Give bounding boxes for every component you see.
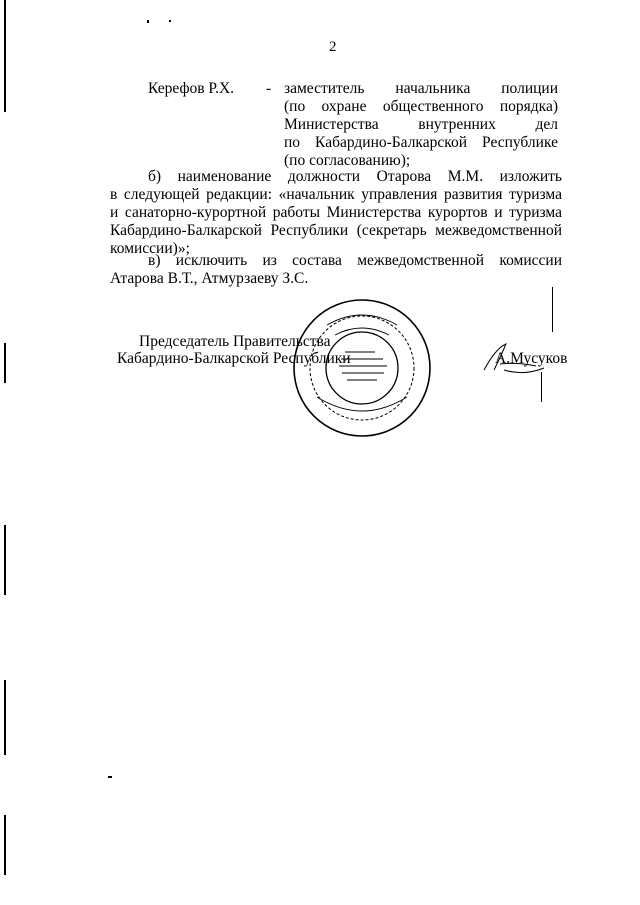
page-number: 2 [329, 39, 337, 55]
position-line: Министерства внутренних дел [284, 116, 558, 133]
scan-dot [147, 20, 149, 23]
paragraph-line: Атарова В.Т., Атмурзаеву З.С. [110, 270, 309, 287]
scan-edge-mark [4, 525, 6, 595]
paragraph-line: и санаторно-курортной работы Министерства курортов и туризма [110, 204, 562, 221]
position-line: (по охране общественного порядка) [284, 98, 558, 115]
scan-dot [108, 776, 112, 778]
paragraph-line: б) наименование должности Отарова М.М. изложить [148, 168, 562, 185]
signatory-title: Председатель Правительства [139, 333, 331, 350]
paragraph-line: комиссии)»; [110, 240, 190, 257]
scan-edge-mark [4, 815, 6, 875]
paragraph-line: в) исключить из состава межведомственной комиссии [148, 252, 562, 269]
official-seal [287, 297, 437, 439]
position-line: (по согласованию); [284, 152, 411, 169]
scan-dot [169, 20, 171, 22]
member-name: Керефов Р.Х. [148, 80, 235, 97]
paragraph-b [110, 168, 562, 258]
member-position [284, 80, 558, 170]
paragraph-line: в следующей редакции: «начальник управления развития туризма [110, 186, 562, 203]
scan-edge-mark [4, 0, 6, 112]
scan-edge-mark [4, 343, 6, 383]
scan-line [552, 287, 553, 332]
position-line: заместитель начальника полиции [284, 80, 558, 97]
entry-dash: - [266, 80, 272, 97]
position-line: по Кабардино-Балкарской Республике [284, 134, 558, 151]
signatory-title: Кабардино-Балкарской Республики [117, 350, 351, 367]
paragraph-c [110, 252, 562, 288]
paragraph-line: Кабардино-Балкарской Республики (секретарь межведомственной [110, 222, 562, 239]
signatory-name: А.Мусуков [495, 350, 568, 367]
scan-edge-mark [4, 680, 6, 755]
